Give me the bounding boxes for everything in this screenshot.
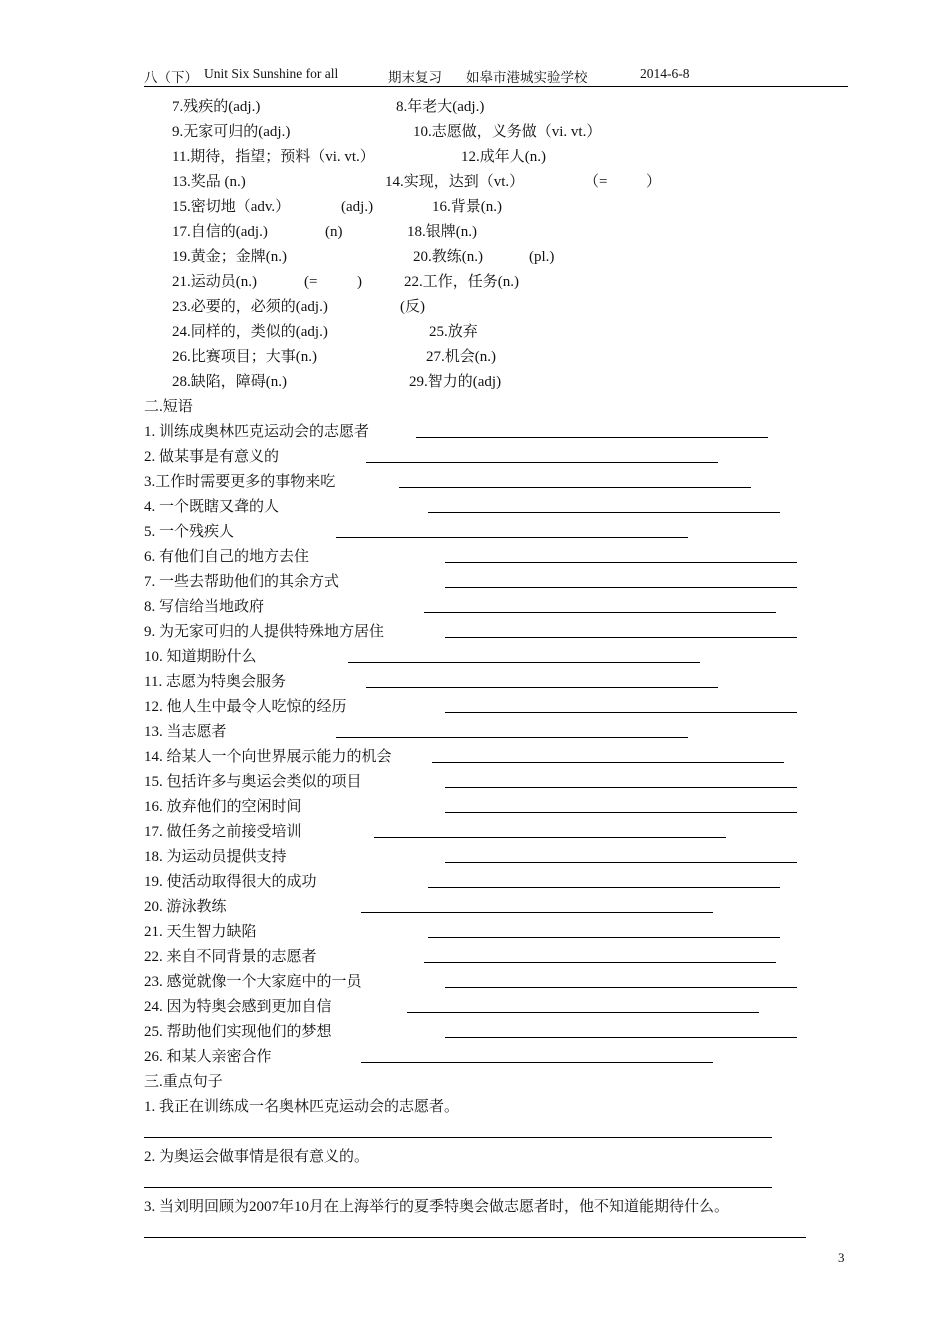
answer-line[interactable] [361,1062,713,1063]
answer-line[interactable] [445,712,797,713]
answer-line[interactable] [399,487,751,488]
header-grade: 八（下） [144,70,198,85]
vocab-note: (adj.) [341,199,374,215]
answer-line[interactable] [336,737,688,738]
vocab-item: 9.无家可归的(adj.) [172,124,291,140]
page-header [144,66,848,86]
phrase-prompt: 22. 来自不同背景的志愿者 [144,949,317,965]
vocab-item: 10.志愿做，义务做（vi. vt.） [413,124,602,140]
section-title: 二.短语 [144,399,193,415]
phrase-prompt: 23. 感觉就像一个大家庭中的一员 [144,974,362,990]
header-date: 2014-6-8 [640,66,690,81]
answer-line[interactable] [445,787,797,788]
answer-line[interactable] [428,937,780,938]
phrase-prompt: 21. 天生智力缺陷 [144,924,257,940]
answer-line[interactable] [336,537,688,538]
answer-line[interactable] [361,912,713,913]
answer-line[interactable] [424,962,776,963]
vocab-item: 11.期待，指望；预料（vi. vt.） [172,149,375,165]
vocab-item: 19.黄金；金牌(n.) [172,249,287,265]
header-review: 期末复习 [388,70,442,85]
phrase-prompt: 18. 为运动员提供支持 [144,849,287,865]
answer-line[interactable] [144,1137,772,1138]
header-rule [144,86,848,87]
phrase-prompt: 7. 一些去帮助他们的其余方式 [144,574,340,590]
sentence-prompt: 2. 为奥运会做事情是很有意义的。 [144,1149,370,1165]
phrase-prompt: 19. 使活动取得很大的成功 [144,874,317,890]
phrase-prompt: 15. 包括许多与奥运会类似的项目 [144,774,362,790]
phrase-prompt: 14. 给某人一个向世界展示能力的机会 [144,749,392,765]
vocab-item: 21.运动员(n.) [172,274,257,290]
vocab-item: 18.银牌(n.) [407,224,477,240]
answer-line[interactable] [445,862,797,863]
answer-line[interactable] [366,462,718,463]
answer-line[interactable] [348,662,700,663]
sentence-prompt: 1. 我正在训练成一名奥林匹克运动会的志愿者。 [144,1099,460,1115]
vocab-item: 25.放弃 [429,324,478,340]
vocab-item: 20.教练(n.) [413,249,483,265]
section-title: 三.重点句子 [144,1074,223,1090]
answer-line[interactable] [424,612,776,613]
answer-line[interactable] [445,562,797,563]
phrase-prompt: 6. 有他们自己的地方去住 [144,549,310,565]
vocab-item: 15.密切地（adv.） [172,199,291,215]
phrase-prompt: 16. 放弃他们的空闲时间 [144,799,302,815]
vocab-item: 27.机会(n.) [426,349,496,365]
vocab-item: 29.智力的(adj) [409,374,502,390]
phrase-prompt: 1. 训练成奥林匹克运动会的志愿者 [144,424,370,440]
answer-line[interactable] [428,887,780,888]
phrase-prompt: 5. 一个残疾人 [144,524,235,540]
answer-line[interactable] [445,1037,797,1038]
answer-line[interactable] [366,687,718,688]
answer-line[interactable] [445,987,797,988]
vocab-item: 7.残疾的(adj.) [172,99,261,115]
phrase-prompt: 4. 一个既瞎又聋的人 [144,499,280,515]
vocab-item: 8.年老大(adj.) [396,99,485,115]
answer-line[interactable] [428,512,780,513]
phrase-prompt: 3.工作时需要更多的事物来吃 [144,474,336,490]
header-unit: Unit Six Sunshine for all [204,66,339,81]
answer-line[interactable] [407,1012,759,1013]
phrase-prompt: 9. 为无家可归的人提供特殊地方居住 [144,624,385,640]
vocab-note: ） [646,174,662,190]
vocab-item: 23.必要的，必须的(adj.) [172,299,328,315]
vocab-item: 28.缺陷，障碍(n.) [172,374,287,390]
vocab-item: 16.背景(n.) [432,199,502,215]
phrase-prompt: 25. 帮助他们实现他们的梦想 [144,1024,332,1040]
phrase-prompt: 17. 做任务之前接受培训 [144,824,302,840]
vocab-item: 24.同样的，类似的(adj.) [172,324,328,340]
vocab-note: （= [584,174,608,190]
phrase-prompt: 2. 做某事是有意义的 [144,449,280,465]
vocab-item: 12.成年人(n.) [461,149,546,165]
phrase-prompt: 11. 志愿为特奥会服务 [144,674,286,690]
vocab-note: (反) [400,299,425,315]
sentence-prompt: 3. 当刘明回顾为2007年10月在上海举行的夏季特奥会做志愿者时，他不知道能期待什么。 [144,1199,730,1215]
vocab-item: 22.工作，任务(n.) [404,274,519,290]
phrase-prompt: 24. 因为特奥会感到更加自信 [144,999,332,1015]
answer-line[interactable] [144,1187,772,1188]
vocab-item: 26.比赛项目；大事(n.) [172,349,317,365]
phrase-prompt: 8. 写信给当地政府 [144,599,265,615]
answer-line[interactable] [144,1237,806,1238]
answer-line[interactable] [374,837,726,838]
vocab-note: ) [357,274,362,290]
vocab-note: (= [304,274,318,290]
phrase-prompt: 13. 当志愿者 [144,724,227,740]
answer-line[interactable] [445,637,797,638]
vocab-note: (n) [325,224,343,240]
phrase-prompt: 10. 知道期盼什么 [144,649,257,665]
vocab-item: 14.实现，达到（vt.） [385,174,525,190]
header-school: 如皋市港城实验学校 [466,70,588,85]
phrase-prompt: 12. 他人生中最令人吃惊的经历 [144,699,347,715]
answer-line[interactable] [445,587,797,588]
answer-line[interactable] [445,812,797,813]
vocab-item: 17.自信的(adj.) [172,224,268,240]
vocab-note: (pl.) [529,249,555,265]
answer-line[interactable] [432,762,784,763]
page-number: 3 [838,1250,845,1265]
phrase-prompt: 26. 和某人亲密合作 [144,1049,272,1065]
answer-line[interactable] [416,437,768,438]
phrase-prompt: 20. 游泳教练 [144,899,227,915]
vocab-item: 13.奖品 (n.) [172,174,246,190]
